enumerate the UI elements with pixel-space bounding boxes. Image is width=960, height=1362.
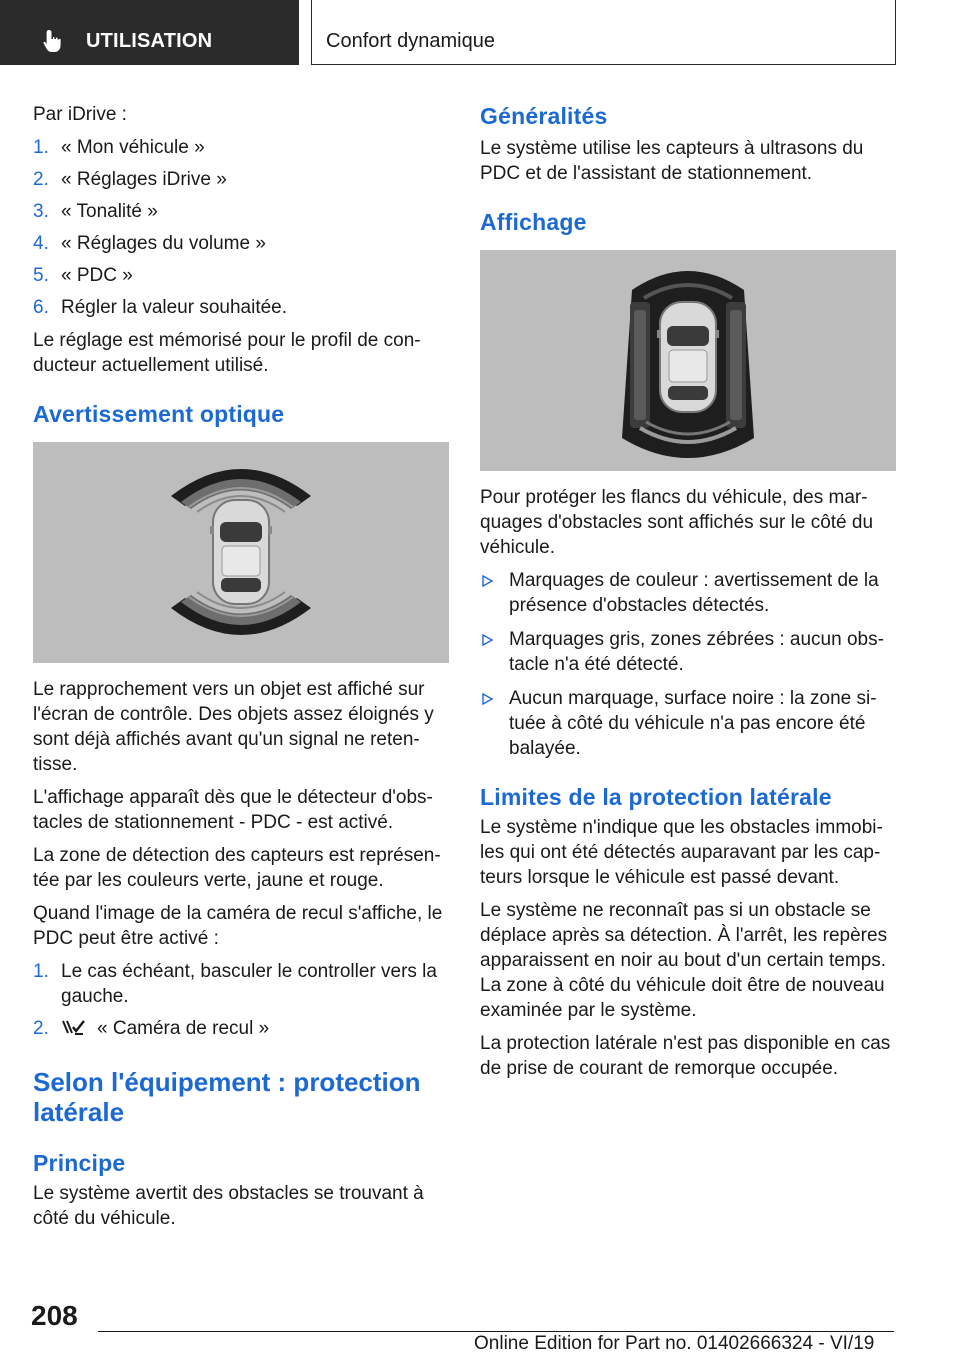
- list-item: 2. « Réglages iDrive »: [33, 169, 227, 190]
- visual-paragraph-3: La zone de détection des capteurs est représentée par les couleurs verte, jaune et rouge.: [33, 845, 441, 891]
- list-item: 1. « Mon véhicule »: [33, 137, 205, 158]
- list-item: 3. « Tonalité »: [33, 201, 158, 222]
- triangle-bullet-icon: [482, 634, 493, 646]
- header-chapter-title: Confort dynamique: [326, 30, 495, 52]
- footer-edition: Online Edition for Part no. 01402666324 - VI/19: [474, 1333, 875, 1354]
- list-item: 5. « PDC »: [33, 265, 133, 286]
- camera-steps-list: [33, 959, 449, 1041]
- hand-pointer-icon: [40, 28, 66, 54]
- heading-principle: Principe: [33, 1150, 126, 1176]
- right-column: [480, 102, 896, 1089]
- limits-paragraph-1: Le système n'indique que les obstacles immobiles qui ont été détectés auparavant par les capteurs lorsque le véhicule est passé devant.: [480, 817, 883, 888]
- profile-note: Le réglage est mémorisé pour le profil de conducteur actuellement utilisé.: [33, 330, 421, 376]
- visual-paragraph-2: L'affichage apparaît dès que le détecteur d'obstacles de stationnement - PDC - est activé.: [33, 787, 433, 833]
- general-paragraph: Le système utilise les capteurs à ultrasons du PDC et de l'assistant de stationnement.: [480, 138, 864, 184]
- list-item: Aucun marquage, surface noire : la zone située à côté du véhicule n'a pas encore été balayée.: [480, 686, 896, 761]
- heading-limits: Limites de la protection latérale: [480, 784, 832, 810]
- heading-visual-warning: Avertissement optique: [33, 401, 285, 427]
- display-paragraph: Pour protéger les flancs du véhicule, des marquages d'obstacles sont affichés sur le côté du véhicule.: [480, 487, 874, 558]
- triangle-bullet-icon: [482, 575, 493, 587]
- heading-general: Généralités: [480, 103, 608, 129]
- list-item: Marquages de couleur : avertissement de la présence d'obstacles détectés.: [480, 568, 896, 618]
- idrive-steps-list: [33, 135, 449, 320]
- visual-paragraph-1: Le rapprochement vers un objet est affiché sur l'écran de contrôle. Des objets assez éloignés y sont déjà affichés avant qu'un signal ne retentisse.: [33, 679, 434, 775]
- page-number: 208: [31, 1300, 78, 1331]
- pdc-visual-figure: [33, 442, 449, 663]
- principle-paragraph: Le système avertit des obstacles se trouvant à côté du véhicule.: [33, 1183, 424, 1229]
- footer-divider: [98, 1331, 894, 1332]
- heading-side-protection: Selon l'équipement : protection latérale: [33, 1067, 421, 1127]
- header-chapter-box: [311, 0, 896, 65]
- list-item: 2. « Caméra de recul »: [33, 1018, 270, 1039]
- triangle-bullet-icon: [482, 693, 493, 705]
- rear-camera-icon: [61, 1018, 87, 1036]
- markings-list: [480, 568, 896, 761]
- list-item: 4. « Réglages du volume »: [33, 233, 266, 254]
- left-column: [33, 102, 449, 1239]
- header-section-title: UTILISATION: [86, 30, 213, 52]
- list-item: 6. Régler la valeur souhaitée.: [33, 297, 288, 318]
- list-item: 1. Le cas échéant, basculer le controller vers la gauche.: [33, 961, 437, 1007]
- limits-paragraph-2: Le système ne reconnaît pas si un obstacle se déplace après sa détection. À l'arrêt, les repères apparaissent en noir au bout d'un certain temps. La zone à côté du véhicule doit être de nouveau examinée par le système.: [480, 900, 888, 1021]
- intro-text: Par iDrive :: [33, 104, 127, 125]
- visual-paragraph-4: Quand l'image de la caméra de recul s'affiche, le PDC peut être activé :: [33, 903, 443, 949]
- list-item: Marquages gris, zones zébrées : aucun obstacle n'a été détecté.: [480, 627, 896, 677]
- header-section-tab: [0, 0, 299, 65]
- side-protection-figure: [480, 250, 896, 471]
- limits-paragraph-3: La protection latérale n'est pas disponible en cas de prise de courant de remorque occupée.: [480, 1033, 891, 1079]
- heading-display: Affichage: [480, 209, 587, 235]
